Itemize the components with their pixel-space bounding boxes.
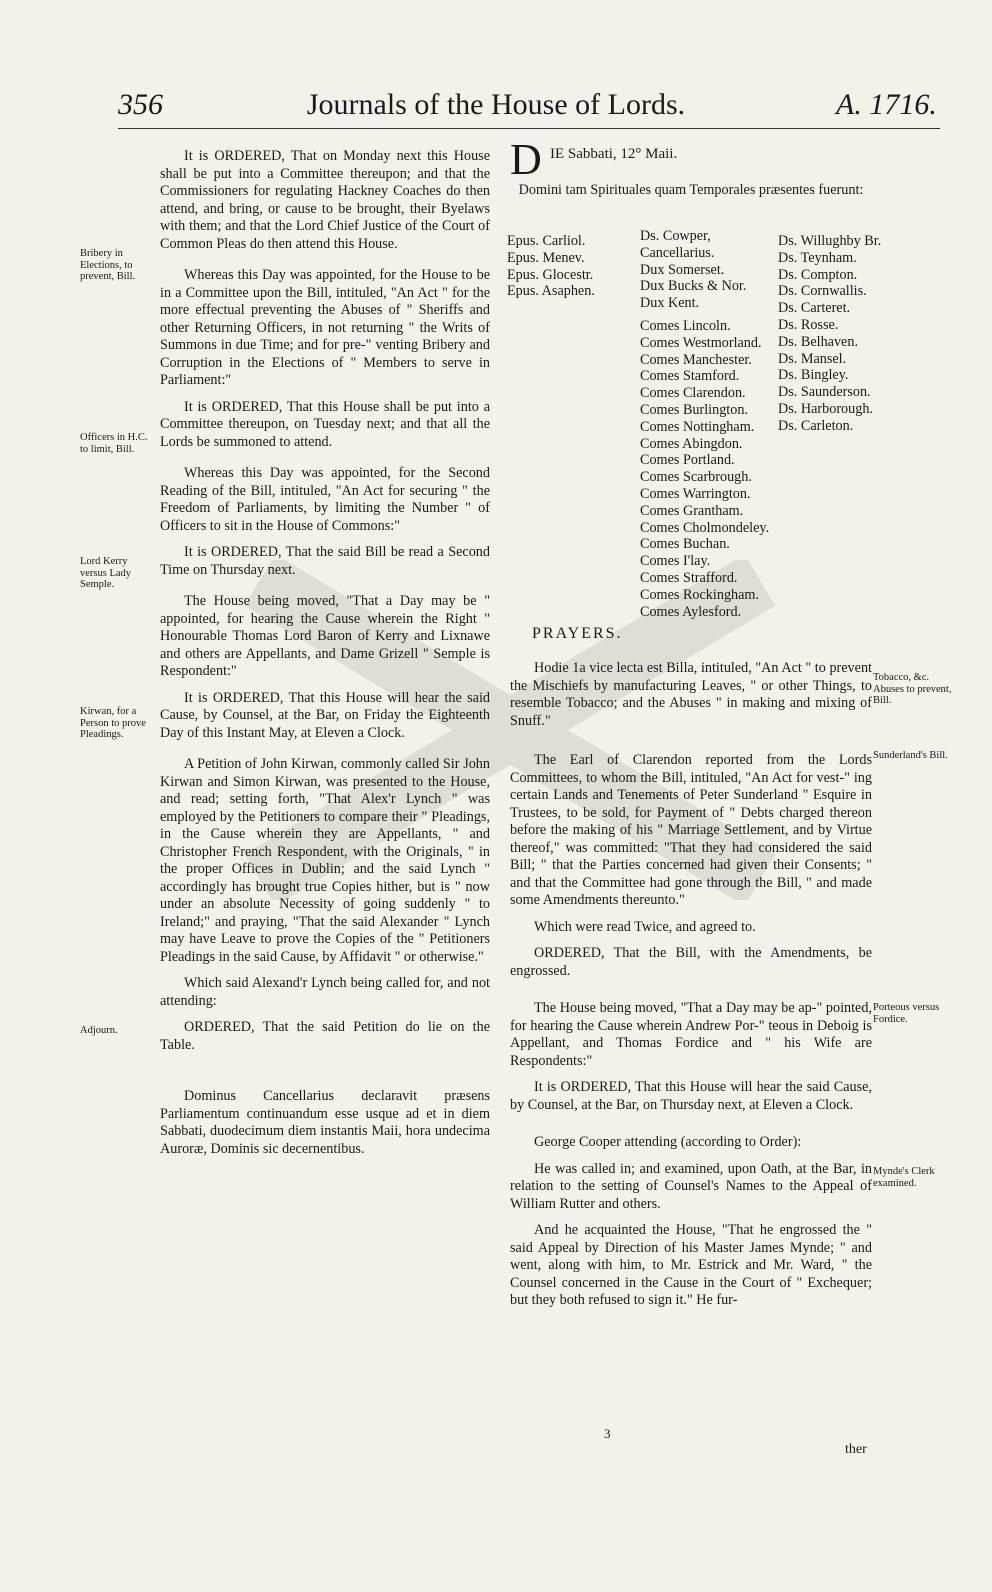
right-para-8: He was called in; and examined, upon Oath, at the Bar, in relation to the setting of Counsel's Names to the Appeal of William Rutter and others.	[510, 1160, 872, 1212]
lord-name: Ds. Cowper, Cancellarius.	[640, 228, 715, 261]
lord-name: Comes Strafford.	[640, 569, 738, 586]
domini-heading: Domini tam Spirituales quam Temporales præsentes fuerunt:	[518, 182, 864, 198]
left-para-3: It is ORDERED, That this House shall be put into a Committee thereupon, on Tuesday next; and that all the Lords be summoned to attend.	[160, 398, 490, 450]
lord-name: Comes Scarbrough.	[640, 469, 752, 486]
left-para-7: It is ORDERED, That this House will hear the said Cause, by Counsel, at the Bar, on Friday the Eighteenth Day of this Instant May, at Eleven a Clock.	[160, 689, 490, 741]
baron-name: Ds. Harborough.	[778, 400, 873, 417]
lord-name: Dux Bucks & Nor.	[640, 278, 747, 295]
lord-name: Comes Portland.	[640, 452, 735, 469]
year-heading: A. 1716.	[836, 88, 937, 121]
lord-name: Comes Buchan.	[640, 536, 730, 553]
left-para-9: Which said Alexand'r Lynch being called for, and not attending:	[160, 975, 490, 1009]
lord-name: Dux Somerset.	[640, 261, 725, 278]
baron-name: Ds. Carleton.	[778, 417, 854, 434]
left-para-5: It is ORDERED, That the said Bill be read a Second Time on Thursday next.	[160, 544, 490, 578]
barons-list	[778, 233, 881, 435]
right-para-7: George Cooper attending (according to Order):	[534, 1134, 802, 1150]
lord-name: Comes Cholmondeley.	[640, 519, 770, 536]
baron-name: Ds. Saunderson.	[778, 384, 871, 401]
lord-name: Comes Manchester.	[640, 351, 752, 368]
margin-note-sunderland: Sunderland's Bill.	[873, 750, 948, 761]
left-para-8: A Petition of John Kirwan, commonly called Sir John Kirwan and Simon Kirwan, was presented to the House, and read; setting forth, "That Alex'r Lynch " was employed by the Petitioners to compare their " Pleadings, in the Cause wherein they are Appellants, " and Christopher French Respondent, with the Originals, " in the proper Offices in Dublin; and the said Lynch " accordingly has brought true Copies hither, but is " now under an absolute Necessity of going suddenly " to Ireland;" and praying, "That the said Alexander " Lynch may have Leave to prove the Copies of the " Petitioners Pleadings in the said Cause, by Affidavit " or otherwise."	[160, 756, 490, 965]
left-para-6: The House being moved, "That a Day may be " appointed, for hearing the Cause wherein the Right " Honourable Thomas Lord Baron of Kerry and Lixnawe and others are Appellants, and Dame Grizell " Semple is Respondent:"	[160, 593, 490, 679]
header-rule	[118, 128, 940, 129]
right-para-1: Hodie 1a vice lecta est Billa, intituled, "An Act " to prevent the Mischiefs by manufacturing Leaves, " or other Things, to resemble Tobacco; and the Abuses " in making and mixing of Snuff."	[510, 660, 872, 729]
margin-note-kerry: Lord Kerry versus Lady Semple.	[80, 556, 132, 590]
baron-name: Ds. Bingley.	[778, 367, 849, 384]
right-para-5: The House being moved, "That a Day may be ap-" pointed, for hearing the Cause wherein Andrew Por-" teous in Deboig is Appellant, and Thomas Fordice and " his Wife are Respondents:"	[510, 1000, 872, 1069]
left-para-1: It is ORDERED, That on Monday next this House shall be put into a Committee thereupon; and that the Commissioners for regulating Hackney Coaches do then attend, and bring, or cause to be brought, their Byelaws with them; and that the Lord Chief Justice of the Court of Common Pleas do then attend this House.	[160, 148, 490, 252]
baron-name: Ds. Cornwallis.	[778, 283, 867, 300]
die-heading: IE Sabbati, 12° Maii.	[550, 146, 678, 162]
baron-name: Ds. Carteret.	[778, 300, 851, 317]
bishop-name: Epus. Glocestr.	[507, 266, 594, 283]
baron-name: Ds. Mansel.	[778, 350, 847, 367]
margin-note-kirwan: Kirwan, for a Person to prove Pleadings.	[80, 706, 146, 740]
signature-mark: 3	[604, 1426, 611, 1441]
bishop-name: Epus. Menev.	[507, 249, 585, 266]
baron-name: Ds. Rosse.	[778, 316, 839, 333]
margin-note-mynde: Mynde's Clerk examined.	[873, 1166, 935, 1189]
margin-note-officers: Officers in H.C. to limit, Bill.	[80, 432, 148, 455]
left-para-4: Whereas this Day was appointed, for the Second Reading of the Bill, intituled, "An Act for securing " the Freedom of Parliaments, by limiting the Number " of Officers to sit in the House of Commons:"	[160, 465, 490, 534]
lord-name: Comes Nottingham.	[640, 418, 755, 435]
bishop-name: Epus. Carliol.	[507, 233, 586, 249]
lord-name: Comes Westmorland.	[640, 334, 762, 351]
lord-name: Comes I'lay.	[640, 553, 711, 570]
lord-name: Comes Clarendon.	[640, 385, 746, 402]
lord-name: Comes Burlington.	[640, 401, 748, 418]
baron-name: Ds. Willughby Br.	[778, 233, 882, 249]
left-para-10: ORDERED, That the said Petition do lie on the Table.	[160, 1019, 490, 1053]
lords-list	[640, 228, 772, 620]
prayers-heading: PRAYERS.	[532, 625, 623, 642]
lord-name: Comes Stamford.	[640, 368, 740, 385]
lord-name: Comes Abingdon.	[640, 435, 743, 452]
bishop-name: Epus. Asaphen.	[507, 283, 595, 300]
page-header	[0, 82, 992, 132]
right-para-6: It is ORDERED, That this House will hear the said Cause, by Counsel, at the Bar, on Thursday next, at Eleven a Clock.	[510, 1079, 872, 1113]
margin-note-tobacco: Tobacco, &c. Abuses to prevent, Bill.	[873, 672, 952, 706]
left-para-2: Whereas this Day was appointed, for the House to be in a Committee upon the Bill, intituled, "An Act " for the more effectual preventing the Abuses of " Sheriffs and other Returning Officers, in not returning " the Writs of Summons in due Time; and for pre-" venting Bribery and Corruption in the Elections of " Members to serve in Parliament:"	[160, 267, 490, 388]
drop-cap: D	[510, 135, 542, 184]
journal-title: Journals of the House of Lords.	[306, 88, 686, 121]
right-para-9: And he acquainted the House, "That he engrossed the " said Appeal by Direction of his Master James Mynde; " and went, along with him, to Mr. Estrick and Mr. Ward, " the Counsel concerned in the Cause in the Court of " Exchequer; but they both refused to sign it." He fur-	[510, 1222, 872, 1308]
lord-name: Comes Warrington.	[640, 485, 751, 502]
lord-name: Dux Kent.	[640, 295, 700, 312]
baron-name: Ds. Compton.	[778, 266, 858, 283]
page-number: 356	[118, 88, 163, 121]
left-column	[160, 148, 490, 1167]
left-para-11: Dominus Cancellarius declaravit præsens Parliamentum continuandum esse usque ad et in diem Sabbati, duodecimum diem instantis Maii, hora undecima Auroræ, Dominis sic decernentibus.	[160, 1088, 490, 1157]
lord-name: Comes Grantham.	[640, 502, 744, 519]
baron-name: Ds. Belhaven.	[778, 333, 858, 350]
lord-name: Comes Rockingham.	[640, 586, 760, 603]
bishops-list	[507, 233, 595, 300]
right-para-3: Which were read Twice, and agreed to.	[534, 918, 756, 935]
right-column	[510, 660, 872, 1319]
margin-note-bribery: Bribery in Elections, to prevent, Bill.	[80, 248, 136, 282]
margin-note-adjourn: Adjourn.	[80, 1025, 118, 1036]
baron-name: Ds. Teynham.	[778, 249, 857, 266]
lord-name: Comes Aylesford.	[640, 603, 742, 620]
right-para-4: ORDERED, That the Bill, with the Amendments, be engrossed.	[510, 945, 872, 979]
margin-note-porteous: Porteous versus Fordice.	[873, 1002, 940, 1025]
catchword: ther	[845, 1442, 867, 1457]
lord-name: Comes Lincoln.	[640, 317, 731, 334]
right-para-2: The Earl of Clarendon reported from the Lords Committees, to whom the Bill, intituled, "An Act for vest-" ing certain Lands and Tenements of Peter Sunderland " Esquire in Trustees, to be sold, for Payment of " Debts charged thereon before the making of his " Marriage Settlement, and by Virtue thereof," was committed: "That they had considered the said Bill; " that the Parties concerned had given their Consents; " and that the Committee had gone through the Bill, " and made some Amendments thereunto."	[510, 752, 872, 908]
